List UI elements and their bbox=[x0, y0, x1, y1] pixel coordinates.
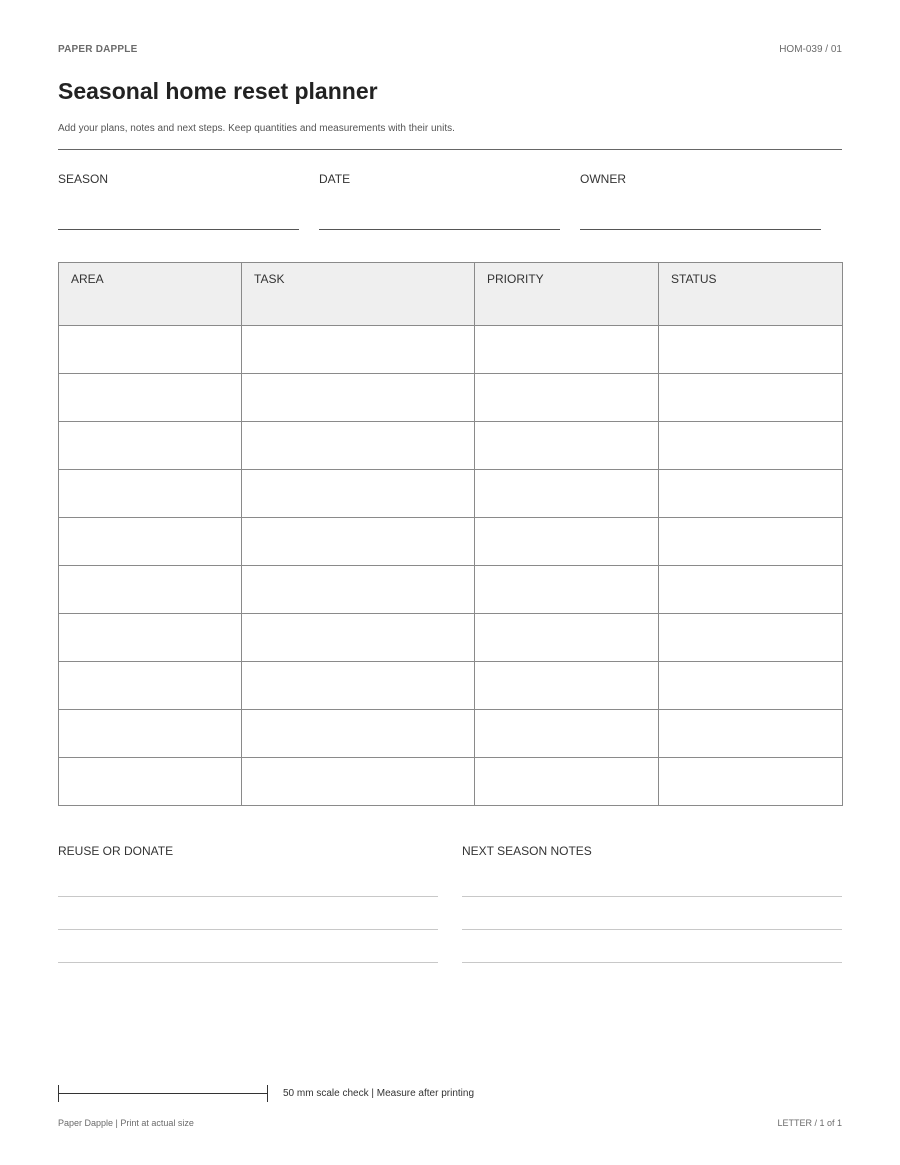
task-cell[interactable] bbox=[242, 326, 475, 374]
table-row bbox=[59, 470, 843, 518]
status-cell[interactable] bbox=[659, 422, 843, 470]
priority-cell[interactable] bbox=[475, 374, 659, 422]
area-cell[interactable] bbox=[59, 374, 242, 422]
area-cell[interactable] bbox=[59, 422, 242, 470]
priority-cell[interactable] bbox=[475, 518, 659, 566]
area-cell[interactable] bbox=[59, 470, 242, 518]
footer-page-info: LETTER / 1 of 1 bbox=[777, 1118, 842, 1128]
task-table bbox=[58, 262, 843, 806]
priority-cell[interactable] bbox=[475, 614, 659, 662]
area-cell[interactable] bbox=[59, 566, 242, 614]
priority-cell[interactable] bbox=[475, 566, 659, 614]
priority-cell[interactable] bbox=[475, 326, 659, 374]
page-subtitle: Add your plans, notes and next steps. Keep quantities and measurements with their units. bbox=[58, 123, 455, 134]
table-row bbox=[59, 422, 843, 470]
priority-cell[interactable] bbox=[475, 758, 659, 806]
column-header-task bbox=[242, 263, 475, 326]
scale-check-bar bbox=[58, 1084, 268, 1104]
date-label: DATE bbox=[319, 172, 351, 186]
brand-name: PAPER DAPPLE bbox=[58, 44, 138, 55]
task-cell[interactable] bbox=[242, 662, 475, 710]
reuse-or-donate-label: REUSE OR DONATE bbox=[58, 844, 174, 858]
column-header-task-label: TASK bbox=[254, 272, 285, 286]
table-row bbox=[59, 758, 843, 806]
reuse-or-donate-line[interactable] bbox=[58, 896, 438, 897]
column-header-status bbox=[659, 263, 843, 326]
season-label: SEASON bbox=[58, 172, 109, 186]
reuse-or-donate-section bbox=[58, 844, 438, 858]
task-cell[interactable] bbox=[242, 566, 475, 614]
owner-write-line[interactable] bbox=[580, 229, 821, 230]
status-cell[interactable] bbox=[659, 518, 843, 566]
area-cell[interactable] bbox=[59, 710, 242, 758]
area-cell[interactable] bbox=[59, 518, 242, 566]
column-header-area bbox=[59, 263, 242, 326]
scale-start-tick bbox=[58, 1085, 59, 1102]
task-cell[interactable] bbox=[242, 518, 475, 566]
column-header-status-label: STATUS bbox=[671, 272, 717, 286]
page-title: Seasonal home reset planner bbox=[58, 78, 378, 104]
priority-cell[interactable] bbox=[475, 662, 659, 710]
table-row bbox=[59, 566, 843, 614]
planner-page bbox=[58, 0, 842, 1165]
next-season-notes-section bbox=[462, 844, 842, 858]
column-header-area-label: AREA bbox=[71, 272, 104, 286]
next-season-notes-label: NEXT SEASON NOTES bbox=[462, 844, 592, 858]
status-cell[interactable] bbox=[659, 710, 843, 758]
task-cell[interactable] bbox=[242, 614, 475, 662]
task-cell[interactable] bbox=[242, 470, 475, 518]
table-row bbox=[59, 710, 843, 758]
area-cell[interactable] bbox=[59, 662, 242, 710]
owner-field[interactable] bbox=[580, 172, 821, 186]
status-cell[interactable] bbox=[659, 374, 843, 422]
task-cell[interactable] bbox=[242, 710, 475, 758]
status-cell[interactable] bbox=[659, 614, 843, 662]
table-row bbox=[59, 518, 843, 566]
owner-label: OWNER bbox=[580, 172, 626, 186]
table-row bbox=[59, 662, 843, 710]
status-cell[interactable] bbox=[659, 662, 843, 710]
season-write-line[interactable] bbox=[58, 229, 299, 230]
scale-check-text: 50 mm scale check | Measure after printing bbox=[283, 1088, 475, 1099]
table-row bbox=[59, 374, 843, 422]
table-row bbox=[59, 614, 843, 662]
priority-cell[interactable] bbox=[475, 422, 659, 470]
status-cell[interactable] bbox=[659, 758, 843, 806]
status-cell[interactable] bbox=[659, 326, 843, 374]
header-divider bbox=[58, 149, 842, 150]
date-field[interactable] bbox=[319, 172, 560, 186]
table-header-row bbox=[59, 263, 843, 326]
column-header-priority bbox=[475, 263, 659, 326]
task-cell[interactable] bbox=[242, 374, 475, 422]
reuse-or-donate-line[interactable] bbox=[58, 962, 438, 963]
date-write-line[interactable] bbox=[319, 229, 560, 230]
next-season-notes-line[interactable] bbox=[462, 962, 842, 963]
task-cell[interactable] bbox=[242, 758, 475, 806]
area-cell[interactable] bbox=[59, 614, 242, 662]
document-id: HOM-039 / 01 bbox=[779, 44, 842, 55]
priority-cell[interactable] bbox=[475, 470, 659, 518]
next-season-notes-line[interactable] bbox=[462, 929, 842, 930]
priority-cell[interactable] bbox=[475, 710, 659, 758]
task-cell[interactable] bbox=[242, 422, 475, 470]
next-season-notes-line[interactable] bbox=[462, 896, 842, 897]
area-cell[interactable] bbox=[59, 758, 242, 806]
scale-end-tick bbox=[267, 1085, 268, 1102]
reuse-or-donate-line[interactable] bbox=[58, 929, 438, 930]
column-header-priority-label: PRIORITY bbox=[487, 272, 544, 286]
status-cell[interactable] bbox=[659, 566, 843, 614]
status-cell[interactable] bbox=[659, 470, 843, 518]
footer-note: Paper Dapple | Print at actual size bbox=[58, 1118, 194, 1128]
area-cell[interactable] bbox=[59, 326, 242, 374]
scale-bar-line bbox=[58, 1093, 267, 1094]
season-field[interactable] bbox=[58, 172, 299, 186]
table-row bbox=[59, 326, 843, 374]
